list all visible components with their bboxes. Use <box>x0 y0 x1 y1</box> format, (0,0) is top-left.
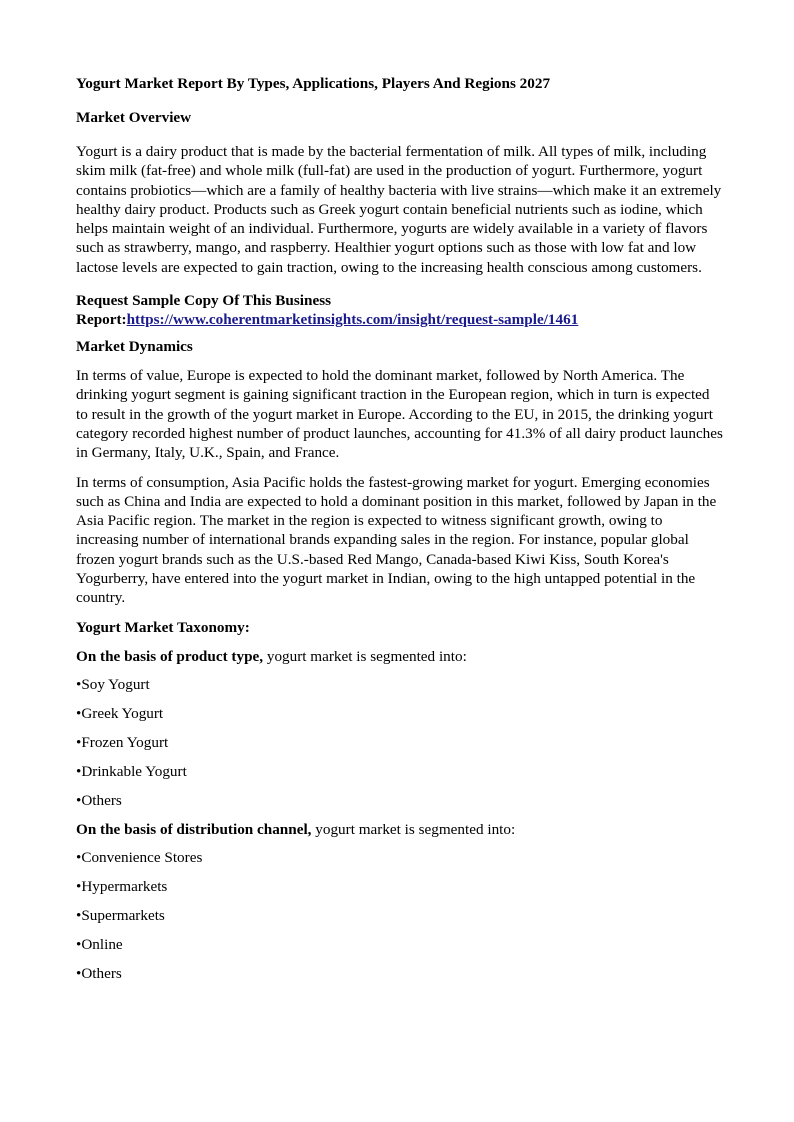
overview-paragraph: Yogurt is a dairy product that is made by the bacterial fermentation of milk. All types of milk, including skim milk (fat-free) and whole milk (full-fat) are used in the production of yogurt. Furthermore, yogurt contains probiotics—which are a family of healthy bacteria with live strains—which make it an extremely healthy dairy product. Products such as Greek yogurt contain beneficial nutrients such as iodine, which helps maintain weight of an individual. Furthermore, yogurts are widely available in a variety of flavors such as strawberry, mango, and raspberry. Healthier yogurt options such as those with low fat and low lactose levels are expected to gain traction, owing to the increasing health conscious among customers. <box>76 143 722 276</box>
channel-list <box>76 848 724 983</box>
dynamics-heading: Market Dynamics <box>76 338 193 356</box>
list-item: •Others <box>76 791 122 809</box>
list-item: •Frozen Yogurt <box>76 733 169 751</box>
channel-rest: yogurt market is segmented into: <box>311 820 516 838</box>
taxonomy-heading: Yogurt Market Taxonomy: <box>76 618 250 636</box>
channel-lead: On the basis of distribution channel, <box>76 820 312 838</box>
list-item: •Supermarkets <box>76 907 165 925</box>
list-item: •Others <box>76 965 122 983</box>
product-type-rest: yogurt market is segmented into: <box>263 647 467 665</box>
dynamics-paragraph-2: In terms of consumption, Asia Pacific holds the fastest-growing market for yogurt. Emerging economies such as China and India are expected to hold a dominant position in this market, followed by Japan in the Asia Pacific region. The market in the region is expected to witness significant growth, owing to increasing number of international brands expanding sales in the region. For instance, popular global frozen yogurt brands such as the U.S.-based Red Mango, Canada-based Kiwi Kiss, South Korea's Yogurberry, have entered into the yogurt market in Indian, owing to the high untapped potential in the country. <box>76 473 717 607</box>
product-type-lead: On the basis of product type, <box>76 647 264 665</box>
list-item: •Greek Yogurt <box>76 704 164 722</box>
request-sample-link[interactable]: https://www.coherentmarketinsights.com/insight/request-sample/1461 <box>126 311 579 329</box>
channel-intro <box>76 820 724 839</box>
list-item: •Soy Yogurt <box>76 675 150 693</box>
overview-heading: Market Overview <box>76 109 192 126</box>
document-title: Yogurt Market Report By Types, Applications, Players And Regions 2027 <box>76 75 551 92</box>
dynamics-paragraph-1: In terms of value, Europe is expected to hold the dominant market, followed by North America. The drinking yogurt segment is gaining significant traction in the European region, which in turn is expected to result in the growth of the yogurt market in Europe. According to the EU, in 2015, the drinking yogurt category recorded highest number of product launches, accounting for 41.3% of all dairy product launches in Germany, Italy, U.K., Spain, and France. <box>76 367 723 462</box>
product-type-list <box>76 675 724 810</box>
list-item: •Drinkable Yogurt <box>76 762 187 780</box>
request-sample-label: Request Sample Copy Of This Business Report: <box>76 292 332 329</box>
list-item: •Online <box>76 936 123 954</box>
document-page <box>76 74 724 993</box>
product-type-intro <box>76 647 724 666</box>
request-sample <box>76 291 724 329</box>
list-item: •Convenience Stores <box>76 849 203 867</box>
list-item: •Hypermarkets <box>76 878 168 896</box>
